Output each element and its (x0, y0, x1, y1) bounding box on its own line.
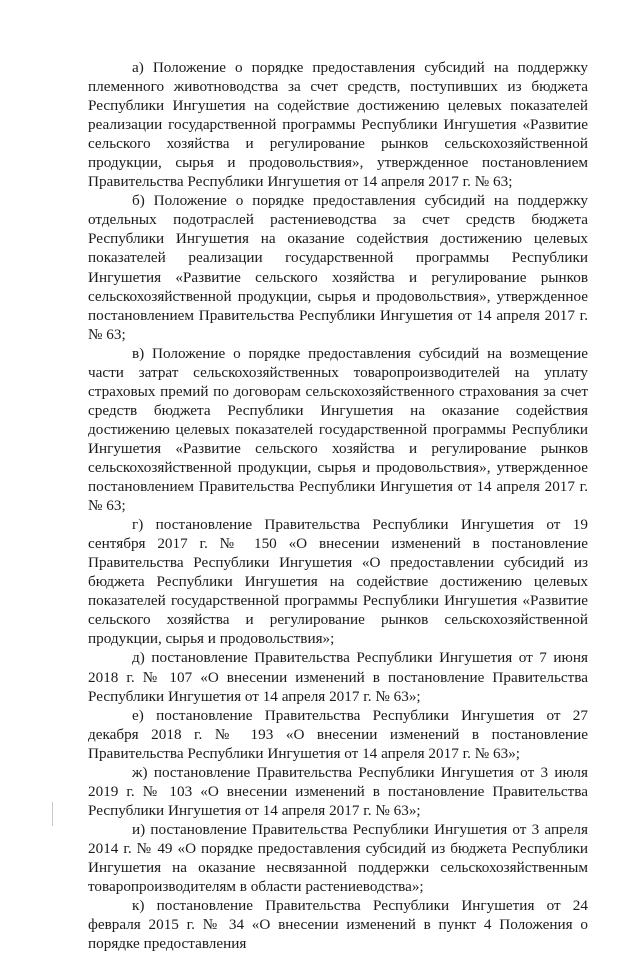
paragraph-a: а) Положение о порядке предоставления субсидий на поддержку племенного животноводства за счет средств, поступивших из бюджета Республики Ингушетия на содействие достижению целевых показателей реализации государственной программы Республики Ингушетия «Развитие сельского хозяйства и регулирование рынков сельскохозяйственной продукции, сырья и продовольствия», утвержденное постановлением Правительства Республики Ингушетия от 14 апреля 2017 г. № 63; (88, 59, 588, 191)
paragraph-k: к) постановление Правительства Республики Ингушетия от 24 февраля 2015 г. № 34 «О внесении изменений в пункт 4 Положения о порядке предоставления (88, 897, 588, 953)
document-body (88, 58, 588, 953)
paragraph-i: и) постановление Правительства Республики Ингушетия от 3 апреля 2014 г. № 49 «О порядке предоставления субсидий из бюджета Республики Ингушетия на оказание несвязанной поддержки сельскохозяйственным товаропроизводителям в области растениеводства»; (88, 820, 588, 896)
paragraph-d: д) постановление Правительства Республики Ингушетия от 7 июня 2018 г. № 107 «О внесении изменений в постановление Правительства Республики Ингушетия от 14 апреля 2017 г. № 63»; (88, 649, 588, 705)
paragraph-v: в) Положение о порядке предоставления субсидий на возмещение части затрат сельскохозяйственных товаропроизводителей на уплату страховых премий по договорам сельскохозяйственного страхования за счет средств бюджета Республики Ингушетия на оказание содействия достижению целевых показателей государственной программы Республики Ингушетия «Развитие сельского хозяйства и регулирование рынков сельскохозяйственной продукции, сырья и продовольствия», утвержденное постановлением Правительства Республики Ингушетия от 14 апреля 2017 г. № 63; (88, 344, 588, 515)
paragraph-b: б) Положение о порядке предоставления субсидий на поддержку отдельных подотраслей растениеводства за счет средств бюджета Республики Ингушетия на оказание содействия достижению целевых показателей реализации государственной программы Республики Ингушетия «Развитие сельского хозяйства и регулирование рынков сельскохозяйственной продукции, сырья и продовольствия», утвержденное постановлением Правительства Республики Ингушетия от 14 апреля 2017 г. № 63; (88, 192, 588, 343)
paragraph-zh: ж) постановление Правительства Республики Ингушетия от 3 июля 2019 г. № 103 «О внесении изменений в постановление Правительства Республики Ингушетия от 14 апреля 2017 г. № 63»; (88, 763, 588, 819)
scan-margin-mark (52, 802, 53, 826)
paragraph-g: г) постановление Правительства Республики Ингушетия от 19 сентября 2017 г. № 150 «О внесении изменений в постановление Правительства Республики Ингушетия «О предоставлении субсидий из бюджета Республики Ингушетия на содействие достижению целевых показателей государственной программы Республики Ингушетия «Развитие сельского хозяйства и регулирование рынков сельскохозяйственной продукции, сырья и продовольствия»; (88, 516, 588, 648)
paragraph-e: е) постановление Правительства Республики Ингушетия от 27 декабря 2018 г. № 193 «О внесении изменений в постановление Правительства Республики Ингушетия от 14 апреля 2017 г. № 63»; (88, 706, 588, 762)
